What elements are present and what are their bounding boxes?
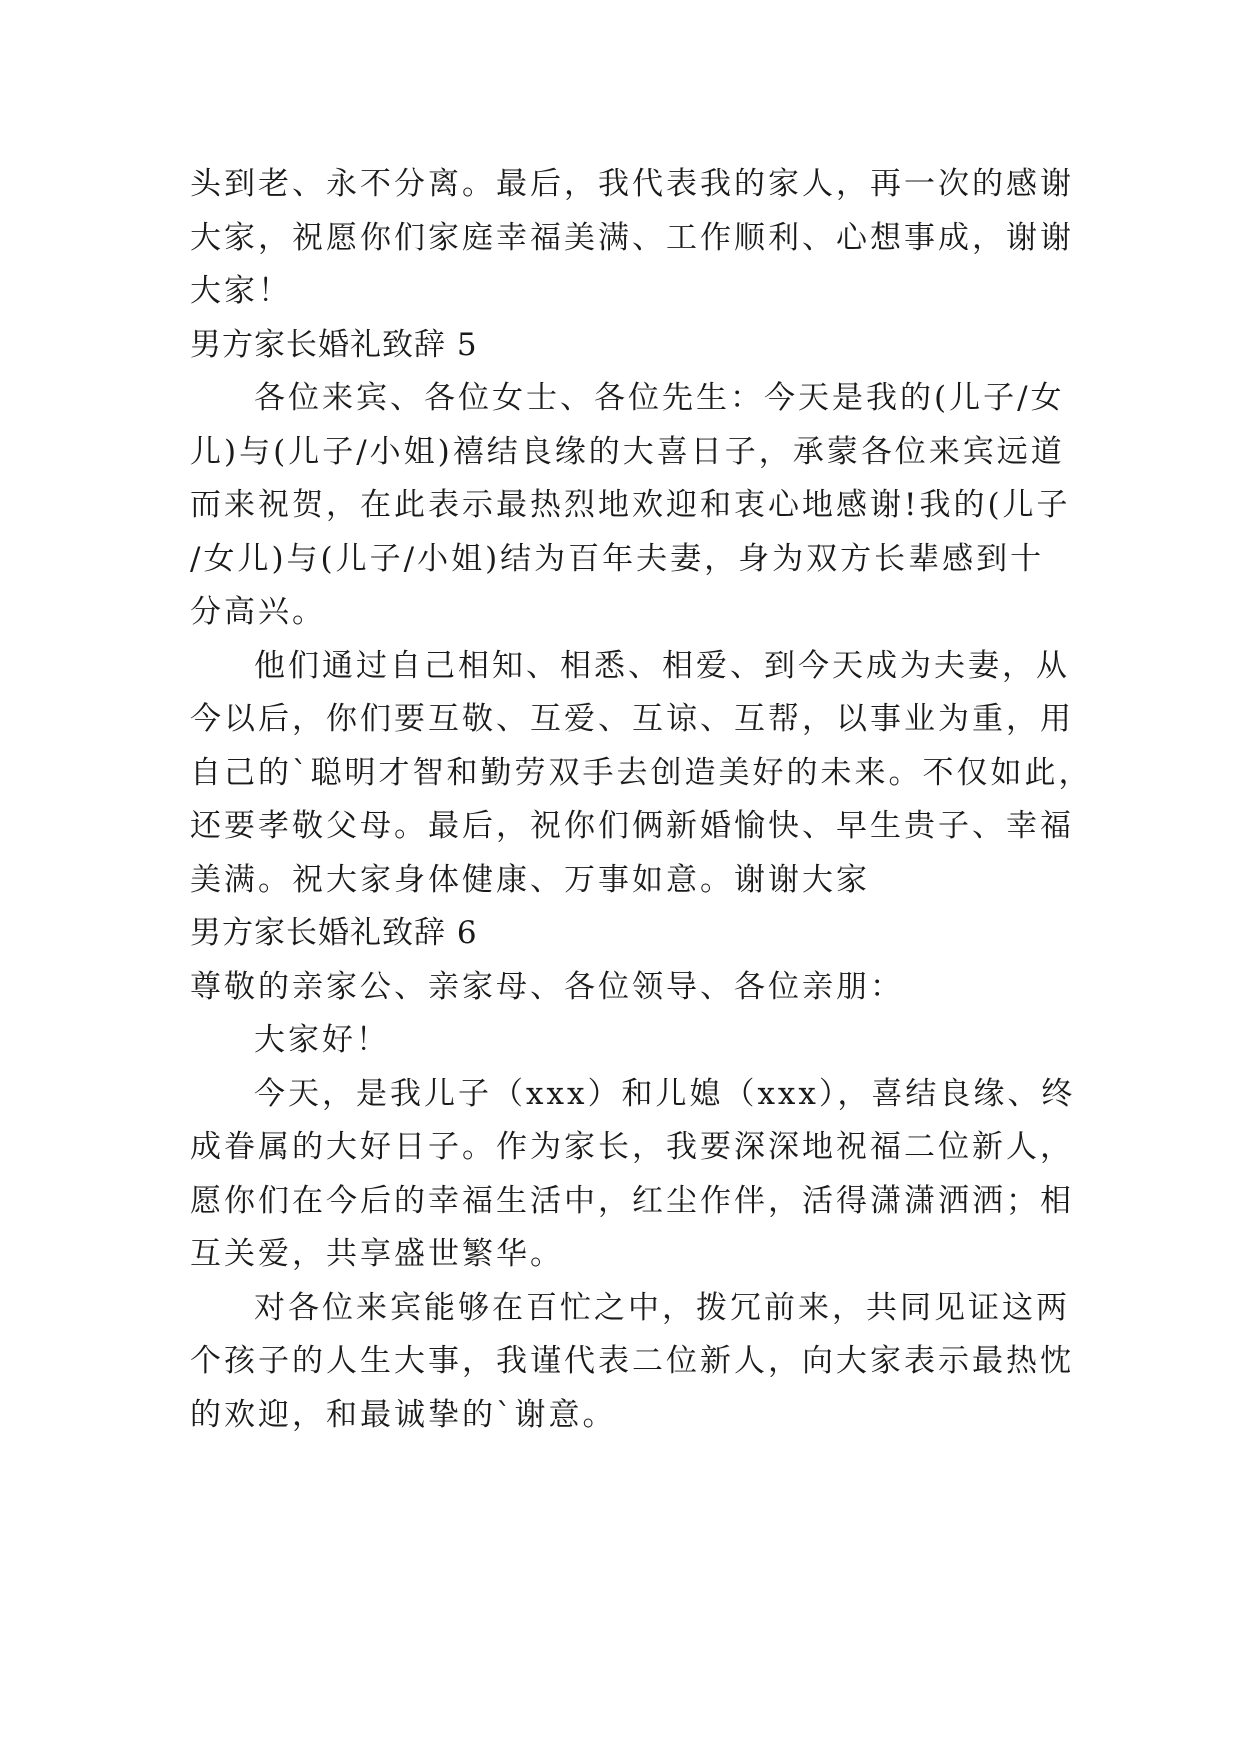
text-line: 个孩子的人生大事，我谨代表二位新人，向大家表示最热忱 (190, 1343, 1074, 1379)
text-line: 的欢迎，和最诚挚的`谢意。 (190, 1396, 617, 1433)
text-line: 儿)与(儿子/小姐)禧结良缘的大喜日子，承蒙各位来宾远道 (190, 433, 1065, 470)
text-line: 大家好！ (254, 1022, 390, 1058)
text-line: 互关爱，共享盛世繁华。 (190, 1236, 564, 1272)
text-line: 还要孝敬父母。最后，祝你们俩新婚愉快、早生贵子、幸福 (190, 808, 1074, 844)
text-line: 而来祝贺，在此表示最热烈地欢迎和衷心地感谢!我的(儿子 (190, 487, 1071, 523)
text-line: 成眷属的大好日子。作为家长，我要深深地祝福二位新人， (190, 1129, 1074, 1165)
text-line: 他们通过自己相知、相悉、相爱、到今天成为夫妻，从 (254, 647, 1070, 684)
document-body (190, 158, 1093, 1442)
text-line: 头到老、永不分离。最后，我代表我的家人，再一次的感谢 (190, 166, 1074, 202)
text-line: 自己的`聪明才智和勤劳双手去创造美好的未来。不仅如此， (190, 754, 1093, 791)
section-heading: 男方家长婚礼致辞 6 (190, 915, 478, 951)
text-line: 尊敬的亲家公、亲家母、各位领导、各位亲朋： (190, 968, 904, 1005)
text-line: /女儿)与(儿子/小姐)结为百年夫妻，身为双方长辈感到十 (190, 540, 1045, 577)
section-heading: 男方家长婚礼致辞 5 (190, 326, 478, 363)
text-line: 分高兴。 (190, 594, 326, 630)
text-line: 今天，是我儿子（xxx）和儿媳（xxx），喜结良缘、终 (254, 1075, 1076, 1112)
text-line: 美满。祝大家身体健康、万事如意。谢谢大家 (190, 861, 870, 898)
text-line: 对各位来宾能够在百忙之中，拨冗前来，共同见证这两 (254, 1289, 1070, 1326)
text-line: 大家，祝愿你们家庭幸福美满、工作顺利、心想事成，谢谢 (190, 219, 1074, 256)
text-line: 各位来宾、各位女士、各位先生：今天是我的(儿子/女 (254, 380, 1065, 416)
text-line: 愿你们在今后的幸福生活中，红尘作伴，活得潇潇洒洒；相 (190, 1182, 1074, 1219)
text-line: 大家！ (190, 273, 292, 309)
text-line: 今以后，你们要互敬、互爱、互谅、互帮，以事业为重，用 (190, 701, 1074, 737)
